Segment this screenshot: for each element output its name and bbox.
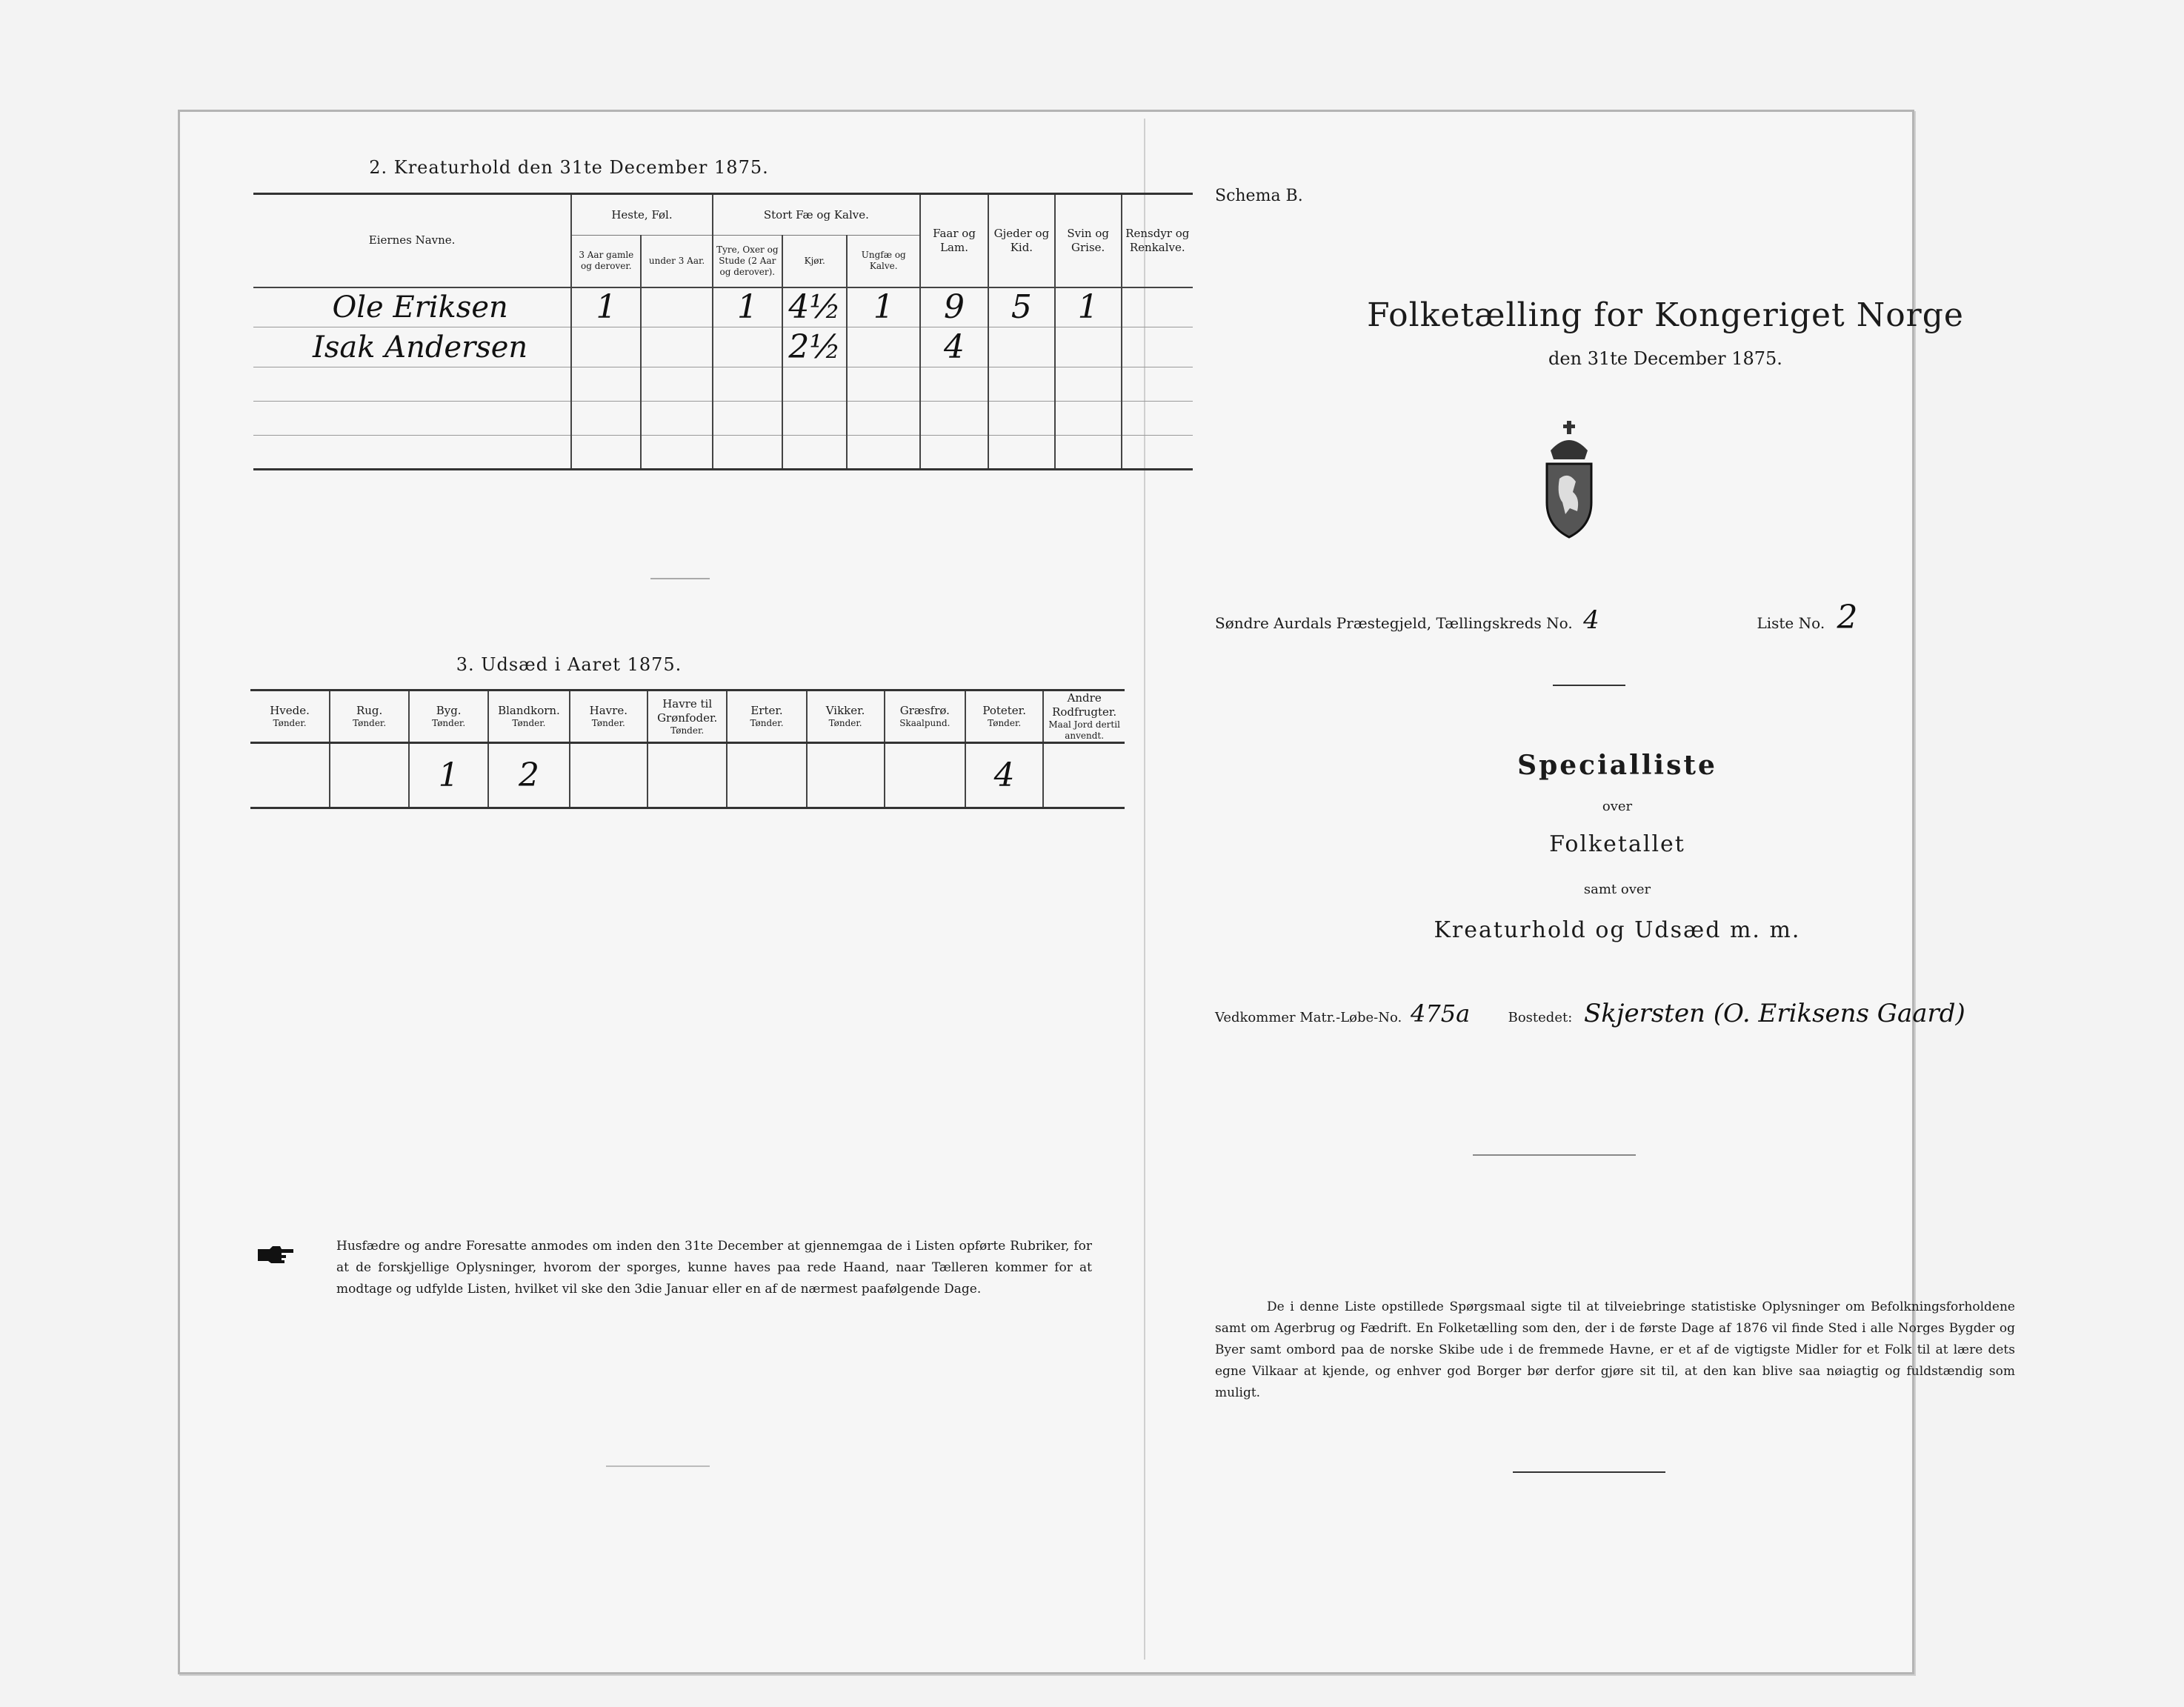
count-cell	[641, 436, 712, 470]
count-cell	[847, 402, 920, 436]
bottom-divider	[606, 1465, 710, 1467]
seed-header-cell	[570, 691, 647, 743]
district-no: 4	[1583, 605, 1599, 635]
seed-header-cell	[807, 691, 885, 743]
seed-value-cell	[330, 743, 409, 808]
count-cell	[713, 436, 782, 470]
seed-header-label: Vikker.	[825, 704, 865, 717]
count-cell	[713, 402, 782, 436]
header-horses: Heste, Føl.	[571, 194, 713, 236]
count-cell	[713, 367, 782, 402]
header-goats: Gjeder og Kid.	[988, 194, 1055, 287]
header-horses-young: under 3 Aar.	[641, 236, 712, 287]
seed-header-cell	[727, 691, 806, 743]
seed-header-unit: Tønder.	[432, 718, 466, 728]
matr-label: Vedkommer Matr.-Løbe-No.	[1215, 1010, 1402, 1025]
seed-value-cell: 1	[409, 743, 488, 808]
seed-value-cell	[1043, 743, 1125, 808]
bosted-value: Skjersten (O. Eriksens Gaard)	[1584, 999, 1965, 1028]
schema-label: Schema B.	[1215, 187, 1303, 205]
owner-name-cell: Ole Eriksen	[253, 287, 571, 327]
seed-header-cell	[250, 691, 330, 743]
list-label: Liste No.	[1757, 614, 1825, 632]
seed-header-cell	[965, 691, 1043, 743]
header-cattle: Stort Fæ og Kalve.	[713, 194, 920, 236]
parish-line	[1215, 599, 2178, 636]
seed-header-unit: Tønder.	[273, 718, 307, 728]
owner-name-cell	[253, 367, 571, 402]
seed-value-cell: 4	[965, 743, 1043, 808]
count-cell: 9	[920, 287, 988, 327]
header-horses-old: 3 Aar gamle og derover.	[571, 236, 641, 287]
seed-header-label: Rug.	[356, 704, 383, 717]
seed-header-cell	[330, 691, 409, 743]
header-bulls: Tyre, Oxer og Stude (2 Aar og derover).	[713, 236, 782, 287]
count-cell	[988, 367, 1055, 402]
seed-header-cell	[885, 691, 965, 743]
count-cell	[988, 436, 1055, 470]
seed-header-label: Andre Rodfrugter.	[1052, 691, 1117, 719]
seed-value-cell	[807, 743, 885, 808]
count-cell	[1055, 327, 1122, 367]
livestock-title: 2. Kreaturhold den 31te December 1875.	[369, 157, 769, 178]
specialliste-title: Specialliste	[1517, 750, 1717, 781]
count-cell	[988, 327, 1055, 367]
count-cell	[641, 287, 712, 327]
count-cell	[1055, 436, 1122, 470]
count-cell	[847, 327, 920, 367]
count-cell	[920, 402, 988, 436]
count-cell	[920, 436, 988, 470]
count-cell	[713, 327, 782, 367]
count-cell	[847, 436, 920, 470]
owner-name-cell	[253, 436, 571, 470]
table-row	[253, 367, 1193, 402]
bosted-label: Bostedet:	[1508, 1010, 1573, 1025]
main-title: Folketælling for Kongeriget Norge	[1367, 296, 1964, 334]
information-paragraph: De i denne Liste opstillede Spørgsmaal sigte til at tilveiebringe statistiske Oplysninger om Befolkningsforholdene samt om Agerbrug og Fædrift. En Folketælling som den, der i de første Dage af 1876 vil finde Sted i alle Norges Bygder og Byer samt ombord paa de norske Skibe ude i de fremmede Havne, er et af de vigtigste Midler for et Folk til at lære dets egne Vilkaar at kjende, og enhver god Borger bør derfor gjøre sit til, at den kan blive saa nøiagtig og fuldstændig som muligt.	[1215, 1300, 2015, 1400]
count-cell: 1	[713, 287, 782, 327]
notice-text: Husfædre og andre Foresatte anmodes om inden den 31te December at gjennemgaa de i Listen opførte Rubriker, for at de forskjellige Oplysninger, hvorom der sporges, kunne haves paa rede Haand, naar Tælleren kommer for at modtage og udfylde Listen, hvilket vil ske den 3die Januar eller en af de nærmest paafølgende Dage.	[336, 1239, 1092, 1297]
seed-header-label: Erter.	[750, 704, 783, 717]
seed-header-unit: Tønder.	[512, 718, 546, 728]
right-page	[1147, 119, 2015, 1660]
seed-header-unit: Tønder.	[670, 725, 705, 736]
seed-value-cell	[727, 743, 806, 808]
matr-line	[1215, 999, 2178, 1028]
left-page	[191, 119, 1190, 1660]
seed-header-unit: Tønder.	[750, 718, 784, 728]
folketallet-text: Folketallet	[1549, 831, 1685, 857]
seed-header-label: Havre.	[589, 704, 627, 717]
norwegian-coat-of-arms-icon	[1536, 415, 1602, 541]
count-cell	[1055, 402, 1122, 436]
list-no: 2	[1837, 599, 1858, 636]
count-cell	[1055, 367, 1122, 402]
samt-over-text: samt over	[1583, 882, 1651, 897]
seed-value-cell	[647, 743, 728, 808]
owner-name-cell: Isak Andersen	[253, 327, 571, 367]
seed-value-cell: 2	[488, 743, 570, 808]
parish-label: Søndre Aurdals Præstegjeld, Tællingskreds No.	[1215, 614, 1573, 632]
seed-header-unit: Tønder.	[828, 718, 862, 728]
table-row	[253, 287, 1193, 327]
count-cell	[571, 327, 641, 367]
count-cell	[571, 367, 641, 402]
count-cell: 1	[571, 287, 641, 327]
count-cell	[847, 367, 920, 402]
middle-rule	[1473, 1154, 1636, 1156]
seed-header-cell	[1043, 691, 1125, 743]
count-cell	[988, 402, 1055, 436]
seed-header-unit: Tønder.	[353, 718, 387, 728]
livestock-table	[253, 193, 1193, 470]
kreaturhold-text: Kreaturhold og Udsæd m. m.	[1434, 917, 1801, 943]
matr-no: 475a	[1410, 999, 1471, 1028]
header-cows: Kjør.	[782, 236, 848, 287]
count-cell	[782, 436, 848, 470]
table-row	[253, 436, 1193, 470]
count-cell: 1	[1055, 287, 1122, 327]
count-cell	[571, 436, 641, 470]
divider	[650, 578, 710, 579]
table-row	[253, 402, 1193, 436]
seed-header-unit: Maal Jord dertil anvendt.	[1048, 719, 1120, 741]
seed-header-label: Havre til Grønfoder.	[657, 696, 718, 725]
pointing-hand-icon	[256, 1243, 295, 1265]
count-cell: 4	[920, 327, 988, 367]
table-row	[253, 327, 1193, 367]
bottom-rule	[1513, 1471, 1665, 1473]
census-date: den 31te December 1875.	[1548, 348, 1782, 369]
count-cell: 1	[847, 287, 920, 327]
count-cell	[571, 402, 641, 436]
seed-header-label: Poteter.	[982, 704, 1026, 717]
header-young-cattle: Ungfæ og Kalve.	[847, 236, 920, 287]
header-owner: Eiernes Navne.	[253, 194, 571, 287]
owner-name-cell	[253, 402, 571, 436]
count-cell: 5	[988, 287, 1055, 327]
seed-header-label: Byg.	[436, 704, 462, 717]
seed-header-label: Hvede.	[270, 704, 310, 717]
count-cell: 4½	[782, 287, 848, 327]
count-cell	[641, 367, 712, 402]
header-reindeer: Rensdyr og Renkalve.	[1122, 194, 1193, 287]
seed-header-label: Græsfrø.	[899, 704, 950, 717]
count-cell	[782, 367, 848, 402]
over-text: over	[1602, 799, 1633, 814]
seed-header-unit: Tønder.	[591, 718, 625, 728]
short-rule	[1553, 685, 1625, 686]
seed-title: 3. Udsæd i Aaret 1875.	[456, 654, 682, 675]
seed-header-unit: Skaalpund.	[899, 718, 950, 728]
count-cell	[920, 367, 988, 402]
header-sheep: Faar og Lam.	[920, 194, 988, 287]
seed-header-cell	[647, 691, 728, 743]
count-cell	[641, 402, 712, 436]
count-cell: 2½	[782, 327, 848, 367]
seed-header-cell	[409, 691, 488, 743]
seed-header-label: Blandkorn.	[498, 704, 560, 717]
seed-header-cell	[488, 691, 570, 743]
count-cell	[641, 327, 712, 367]
seed-value-cell	[250, 743, 330, 808]
seed-value-cell	[885, 743, 965, 808]
seed-header-unit: Tønder.	[988, 718, 1022, 728]
seed-value-cell	[570, 743, 647, 808]
seed-table	[250, 689, 1125, 809]
count-cell	[782, 402, 848, 436]
header-pigs: Svin og Grise.	[1055, 194, 1122, 287]
